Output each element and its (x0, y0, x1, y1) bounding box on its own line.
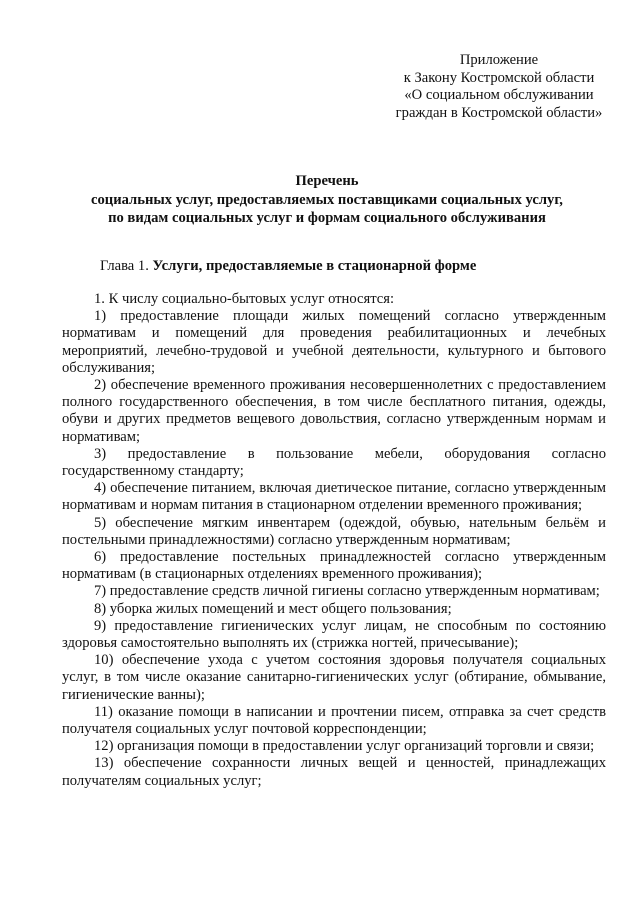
list-item: 11) оказание помощи в написании и прочтении писем, отправка за счет средств получателя социальных услуг почтовой корреспонденции; (62, 703, 606, 738)
list-item: 3) предоставление в пользование мебели, оборудования согласно государственному стандарту; (62, 445, 606, 480)
title-line: социальных услуг, предоставляемых поставщиками социальных услуг, (91, 191, 563, 208)
list-item: 2) обеспечение временного проживания несовершеннолетних с предоставлением полного государственного обеспечения, в том числе бесплатного питания, одежды, обуви и других предметов вещевого довольствия, согласно утвержденным нормам и нормативам; (62, 377, 606, 445)
list-item: 7) предоставление средств личной гигиены согласно утвержденным нормативам; (94, 583, 600, 600)
document-title (62, 172, 592, 228)
list-item: 6) предоставление постельных принадлежностей согласно утвержденным нормативам (в стационарных отделениях временного проживания); (62, 549, 606, 583)
title-line: по видам социальных услуг и формам социального обслуживания (108, 210, 546, 226)
list-item: 10) обеспечение ухода с учетом состояния здоровья получателя социальных услуг, в том числе оказание санитарно-гигиенических услуг (обтирание, обмывание, гигиенические ванны); (62, 652, 606, 703)
list-item: 9) предоставление гигиенических услуг лицам, не способным по состоянию здоровья самостоятельно выполнять их (стрижка ногтей, причесывание); (62, 617, 606, 652)
list-item: 12) организация помощи в предоставлении услуг организаций торговли и связи; (94, 738, 595, 755)
list-item: 13) обеспечение сохранности личных вещей и ценностей, принадлежащих получателям социальных услуг; (62, 755, 606, 789)
appendix-line: к Закону Костромской области (403, 69, 595, 86)
appendix-line: Приложение (459, 52, 539, 68)
appendix-line: граждан в Костромской области» (395, 104, 603, 121)
chapter-number: Глава 1. (100, 258, 149, 274)
list-item: 1) предоставление площади жилых помещений согласно утвержденным нормативам и помещений для проведения реабилитационных и лечебных мероприятий, лечебно-трудовой и учебной деятельности, культурного и бытового обслуживания; (62, 308, 606, 376)
appendix-line: «О социальном обслуживании (404, 87, 594, 103)
title-heading: Перечень (295, 173, 359, 189)
list-item: 4) обеспечение питанием, включая диетическое питание, согласно утвержденным нормативам и нормам питания в стационарном отделении временного проживания; (62, 480, 606, 514)
section-intro: 1. К числу социально-бытовых услуг относятся: (94, 291, 395, 307)
chapter-heading (100, 258, 600, 275)
document-body (62, 291, 606, 790)
list-item: 8) уборка жилых помещений и мест общего пользования; (94, 600, 452, 617)
list-item: 5) обеспечение мягким инвентарем (одеждой, обувью, нательным бельём и постельными принадлежностями) согласно утвержденным нормативам; (62, 514, 606, 548)
chapter-title: Услуги, предоставляемые в стационарной форме (152, 258, 477, 274)
appendix-note (384, 52, 614, 122)
